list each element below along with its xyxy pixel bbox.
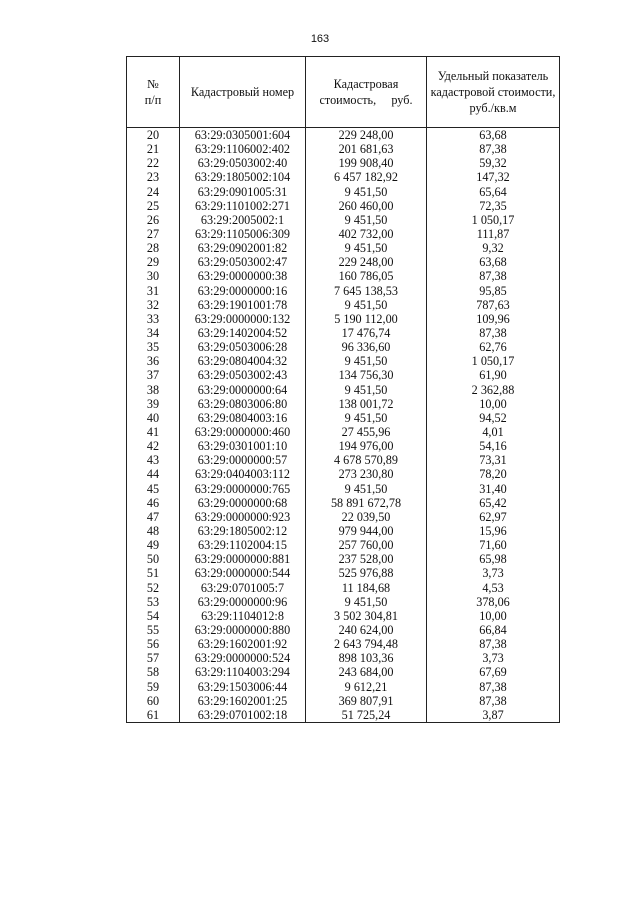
cadastral-value-cell: 9 451,50 [306,411,427,425]
row-number-cell: 46 [127,496,180,510]
specific-indicator-cell: 65,42 [427,496,560,510]
specific-indicator-cell: 65,98 [427,552,560,566]
cadastral-value-cell: 9 451,50 [306,185,427,199]
table-row [127,453,560,467]
cadastral-value-cell: 525 976,88 [306,566,427,580]
cadastral-value-cell: 240 624,00 [306,623,427,637]
table-body [127,128,560,723]
page-number: 163 [310,33,330,45]
row-number-cell: 25 [127,199,180,213]
cadastral-number-cell: 63:29:0902001:82 [180,241,306,255]
table-row [127,368,560,382]
specific-indicator-cell: 59,32 [427,156,560,170]
cadastral-value-cell: 9 612,21 [306,679,427,693]
cadastral-number-cell: 63:29:0503002:43 [180,368,306,382]
row-number-cell: 28 [127,241,180,255]
specific-indicator-cell: 4,53 [427,581,560,595]
cadastral-value-cell: 22 039,50 [306,510,427,524]
specific-indicator-cell: 787,63 [427,298,560,312]
row-number-cell: 32 [127,298,180,312]
cadastral-value-cell: 9 451,50 [306,241,427,255]
cadastral-number-cell: 63:29:0301001:10 [180,439,306,453]
specific-indicator-cell: 67,69 [427,665,560,679]
row-number-cell: 54 [127,609,180,623]
cadastral-number-cell: 63:29:1106002:402 [180,142,306,156]
cadastral-number-cell: 63:29:0701002:18 [180,708,306,723]
cadastral-number-cell: 63:29:1104003:294 [180,665,306,679]
table-row [127,694,560,708]
table-row [127,255,560,269]
row-number-cell: 22 [127,156,180,170]
cadastral-value-cell: 229 248,00 [306,255,427,269]
table-row [127,128,560,143]
table-row [127,623,560,637]
cadastral-number-cell: 63:29:0000000:544 [180,566,306,580]
specific-indicator-cell: 2 362,88 [427,383,560,397]
header-cadastral-number: Кадастровый номер [180,57,306,128]
cadastral-number-cell: 63:29:0803006:80 [180,397,306,411]
row-number-cell: 45 [127,482,180,496]
table-row [127,552,560,566]
cadastral-number-cell: 63:29:0404003:112 [180,467,306,481]
row-number-cell: 24 [127,185,180,199]
cadastral-number-cell: 63:29:1503006:44 [180,679,306,693]
row-number-cell: 53 [127,595,180,609]
table-row [127,312,560,326]
table-row [127,156,560,170]
table-row [127,199,560,213]
cadastral-number-cell: 63:29:0000000:38 [180,269,306,283]
row-number-cell: 61 [127,708,180,723]
table-row [127,227,560,241]
row-number-cell: 58 [127,665,180,679]
specific-indicator-cell: 73,31 [427,453,560,467]
table-row [127,326,560,340]
specific-indicator-cell: 78,20 [427,467,560,481]
cadastral-number-cell: 63:29:0000000:765 [180,482,306,496]
specific-indicator-cell: 72,35 [427,199,560,213]
cadastral-value-cell: 979 944,00 [306,524,427,538]
specific-indicator-cell: 71,60 [427,538,560,552]
cadastral-value-cell: 7 645 138,53 [306,284,427,298]
specific-indicator-cell: 4,01 [427,425,560,439]
table-row [127,496,560,510]
cadastral-number-cell: 63:29:1102004:15 [180,538,306,552]
cadastral-number-cell: 63:29:0000000:132 [180,312,306,326]
cadastral-number-cell: 63:29:1402004:52 [180,326,306,340]
row-number-cell: 47 [127,510,180,524]
cadastral-value-cell: 5 190 112,00 [306,312,427,326]
cadastral-value-cell: 273 230,80 [306,467,427,481]
cadastral-value-cell: 9 451,50 [306,482,427,496]
cadastral-value-cell: 243 684,00 [306,665,427,679]
specific-indicator-cell: 109,96 [427,312,560,326]
specific-indicator-cell: 10,00 [427,397,560,411]
cadastral-value-cell: 229 248,00 [306,128,427,143]
table-row [127,185,560,199]
row-number-cell: 27 [127,227,180,241]
cadastral-value-table [126,56,560,723]
cadastral-number-cell: 63:29:1602001:25 [180,694,306,708]
row-number-cell: 36 [127,354,180,368]
table-row [127,383,560,397]
row-number-cell: 39 [127,397,180,411]
cadastral-value-cell: 160 786,05 [306,269,427,283]
row-number-cell: 57 [127,651,180,665]
row-number-cell: 50 [127,552,180,566]
table-row [127,609,560,623]
cadastral-number-cell: 63:29:0901005:31 [180,185,306,199]
table-row [127,510,560,524]
cadastral-number-cell: 63:29:0000000:16 [180,284,306,298]
cadastral-value-cell: 260 460,00 [306,199,427,213]
cadastral-number-cell: 63:29:0000000:460 [180,425,306,439]
cadastral-number-cell: 63:29:0000000:881 [180,552,306,566]
specific-indicator-cell: 87,38 [427,326,560,340]
table-row [127,269,560,283]
cadastral-value-cell: 17 476,74 [306,326,427,340]
table-row [127,665,560,679]
cadastral-number-cell: 63:29:1602001:92 [180,637,306,651]
row-number-cell: 35 [127,340,180,354]
table-row [127,637,560,651]
cadastral-value-cell: 9 451,50 [306,213,427,227]
cadastral-value-cell: 11 184,68 [306,581,427,595]
specific-indicator-cell: 65,64 [427,185,560,199]
cadastral-value-cell: 134 756,30 [306,368,427,382]
row-number-cell: 52 [127,581,180,595]
row-number-cell: 60 [127,694,180,708]
table-row [127,354,560,368]
cadastral-number-cell: 63:29:0503006:28 [180,340,306,354]
table-row [127,651,560,665]
cadastral-number-cell: 63:29:0000000:68 [180,496,306,510]
table-row [127,213,560,227]
cadastral-value-cell: 51 725,24 [306,708,427,723]
header-row-number-label: № п/п [144,77,162,107]
row-number-cell: 38 [127,383,180,397]
cadastral-number-cell: 63:29:0804003:16 [180,411,306,425]
cadastral-value-cell: 369 807,91 [306,694,427,708]
specific-indicator-cell: 9,32 [427,241,560,255]
specific-indicator-cell: 95,85 [427,284,560,298]
specific-indicator-cell: 31,40 [427,482,560,496]
cadastral-value-cell: 898 103,36 [306,651,427,665]
row-number-cell: 30 [127,269,180,283]
cadastral-value-cell: 9 451,50 [306,383,427,397]
cadastral-number-cell: 63:29:1901001:78 [180,298,306,312]
cadastral-number-cell: 63:29:1805002:104 [180,170,306,184]
cadastral-number-cell: 63:29:1805002:12 [180,524,306,538]
cadastral-number-cell: 63:29:0000000:64 [180,383,306,397]
cadastral-number-cell: 63:29:0000000:57 [180,453,306,467]
specific-indicator-cell: 87,38 [427,637,560,651]
cadastral-value-cell: 237 528,00 [306,552,427,566]
cadastral-value-cell: 58 891 672,78 [306,496,427,510]
table-row [127,142,560,156]
table-row [127,397,560,411]
table-row [127,708,560,723]
table-row [127,538,560,552]
cadastral-value-cell: 201 681,63 [306,142,427,156]
specific-indicator-cell: 378,06 [427,595,560,609]
row-number-cell: 20 [127,128,180,143]
row-number-cell: 21 [127,142,180,156]
cadastral-value-cell: 3 502 304,81 [306,609,427,623]
specific-indicator-cell: 94,52 [427,411,560,425]
row-number-cell: 37 [127,368,180,382]
cadastral-number-cell: 63:29:0701005:7 [180,581,306,595]
cadastral-number-cell: 63:29:0000000:880 [180,623,306,637]
specific-indicator-cell: 62,97 [427,510,560,524]
cadastral-value-cell: 27 455,96 [306,425,427,439]
row-number-cell: 41 [127,425,180,439]
cadastral-number-cell: 63:29:0305001:604 [180,128,306,143]
cadastral-number-cell: 63:29:1101002:271 [180,199,306,213]
table-row [127,425,560,439]
specific-indicator-cell: 87,38 [427,679,560,693]
table-row [127,524,560,538]
cadastral-value-cell: 9 451,50 [306,298,427,312]
cadastral-number-cell: 63:29:0503002:47 [180,255,306,269]
row-number-cell: 48 [127,524,180,538]
specific-indicator-cell: 1 050,17 [427,213,560,227]
row-number-cell: 59 [127,679,180,693]
table-row [127,411,560,425]
table-row [127,566,560,580]
specific-indicator-cell: 63,68 [427,128,560,143]
table-row [127,284,560,298]
cadastral-number-cell: 63:29:0503002:40 [180,156,306,170]
row-number-cell: 26 [127,213,180,227]
cadastral-number-cell: 63:29:2005002:1 [180,213,306,227]
specific-indicator-cell: 87,38 [427,269,560,283]
cadastral-value-cell: 96 336,60 [306,340,427,354]
specific-indicator-cell: 61,90 [427,368,560,382]
row-number-cell: 34 [127,326,180,340]
specific-indicator-cell: 1 050,17 [427,354,560,368]
cadastral-value-cell: 257 760,00 [306,538,427,552]
table-row [127,595,560,609]
cadastral-number-cell: 63:29:0000000:923 [180,510,306,524]
row-number-cell: 44 [127,467,180,481]
cadastral-number-cell: 63:29:0000000:96 [180,595,306,609]
row-number-cell: 29 [127,255,180,269]
cadastral-value-cell: 9 451,50 [306,354,427,368]
cadastral-value-cell: 6 457 182,92 [306,170,427,184]
cadastral-number-cell: 63:29:1104012:8 [180,609,306,623]
row-number-cell: 33 [127,312,180,326]
table-row [127,170,560,184]
cadastral-value-cell: 199 908,40 [306,156,427,170]
table-row [127,439,560,453]
table-row [127,298,560,312]
row-number-cell: 42 [127,439,180,453]
cadastral-number-cell: 63:29:0804004:32 [180,354,306,368]
specific-indicator-cell: 111,87 [427,227,560,241]
specific-indicator-cell: 87,38 [427,694,560,708]
specific-indicator-cell: 54,16 [427,439,560,453]
cadastral-value-cell: 194 976,00 [306,439,427,453]
cadastral-value-cell: 4 678 570,89 [306,453,427,467]
cadastral-number-cell: 63:29:1105006:309 [180,227,306,241]
row-number-cell: 23 [127,170,180,184]
cadastral-value-cell: 9 451,50 [306,595,427,609]
specific-indicator-cell: 3,73 [427,566,560,580]
row-number-cell: 43 [127,453,180,467]
table-row [127,241,560,255]
row-number-cell: 55 [127,623,180,637]
table-row [127,482,560,496]
cadastral-value-cell: 402 732,00 [306,227,427,241]
header-cadastral-value: Кадастровая стоимость, руб. [306,57,427,128]
specific-indicator-cell: 147,32 [427,170,560,184]
cadastral-value-cell: 138 001,72 [306,397,427,411]
specific-indicator-cell: 10,00 [427,609,560,623]
row-number-cell: 56 [127,637,180,651]
header-specific-indicator: Удельный показатель кадастровой стоимости, руб./кв.м [427,57,560,128]
specific-indicator-cell: 87,38 [427,142,560,156]
table-row [127,581,560,595]
row-number-cell: 49 [127,538,180,552]
row-number-cell: 40 [127,411,180,425]
specific-indicator-cell: 3,87 [427,708,560,723]
table-header-row [127,57,560,128]
header-row-number [127,57,180,128]
cadastral-number-cell: 63:29:0000000:524 [180,651,306,665]
specific-indicator-cell: 3,73 [427,651,560,665]
specific-indicator-cell: 63,68 [427,255,560,269]
specific-indicator-cell: 66,84 [427,623,560,637]
specific-indicator-cell: 62,76 [427,340,560,354]
row-number-cell: 31 [127,284,180,298]
table-row [127,340,560,354]
table-row [127,467,560,481]
row-number-cell: 51 [127,566,180,580]
table-row [127,679,560,693]
cadastral-value-cell: 2 643 794,48 [306,637,427,651]
specific-indicator-cell: 15,96 [427,524,560,538]
